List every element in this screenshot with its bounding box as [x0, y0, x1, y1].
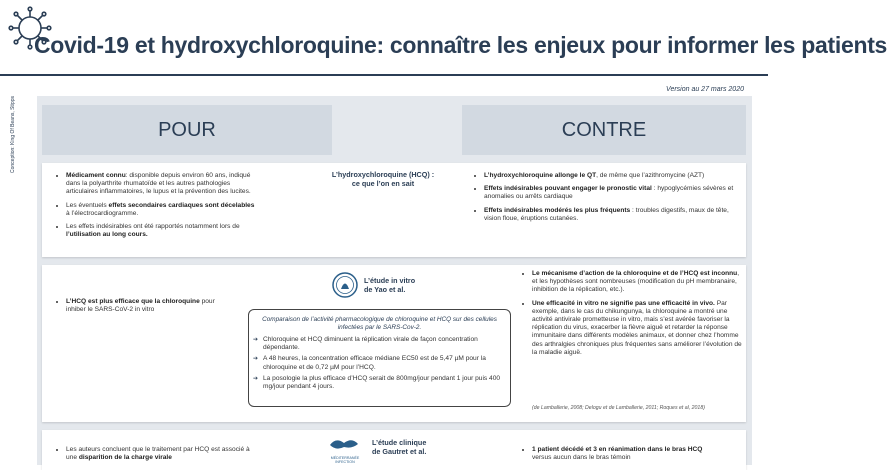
middle-title-line: L’hydroxychloroquine (HCQ) : [331, 170, 435, 179]
study-title-line: de Yao et al. [364, 285, 406, 294]
university-seal-icon [332, 272, 358, 298]
comparison-box [248, 309, 511, 407]
header-divider [0, 74, 768, 76]
list-item: • Une efficacité in vitro ne signifie pas une efficacité in vivo. Par exemple, dans le cas du chikungunya, la chloroquine a montré une activité antivirale prometteuse in vitro, mais s’est avérée favoriser la réplication du virus, exacerber la fièvre aiguë et retarder la réponse immunitaire dans différents modèles animaux, et donner chez l’homme des arthralgies chroniques plus fréquentes sans améliorer l’évolution de la maladie aiguë. [532, 300, 742, 357]
card3-contre-list [522, 446, 742, 467]
card1-middle-title [318, 170, 448, 188]
study-title-line: L’étude in vitro [364, 276, 416, 285]
list-item: ➔ La posologie la plus efficace d’HCQ serait de 800mg/jour pendant 1 jour puis 400 mg/jour pendant 4 jours. [263, 375, 510, 391]
credit-text: Conception: King Of Beans, Stipps [10, 96, 16, 173]
list-item: • Effets indésirables pouvant engager le pronostic vital : hypoglycémies sévères et anomalies ou arrêts cardiaque [484, 185, 740, 201]
list-item: • L’HCQ est plus efficace que la chloroquine pour inhiber le SARS-CoV-2 in vitro [66, 298, 236, 314]
list-item: • Les auteurs concluent que le traitement par HCQ est associé à une disparition de la charge virale [66, 446, 256, 462]
card3-pour-list [56, 446, 256, 467]
list-item: ➔ A 48 heures, la concentration efficace médiane EC50 est de 5,47 µM pour la chloroquine et de 0,72 µM pour l’HCQ. [263, 355, 510, 371]
logo-text: MÉDITERRANÉE INFECTION [330, 456, 360, 464]
list-item: • 1 patient décédé et 3 en réanimation dans le bras HCQ versus aucun dans le bras témoin [532, 446, 742, 462]
card3-study-title [372, 438, 462, 456]
list-item: ➔ Chloroquine et HCQ diminuent la réplication virale de façon concentration dépendante. [263, 336, 510, 352]
card1-contre-list [474, 172, 740, 228]
pour-heading: POUR [42, 105, 332, 155]
list-item: • Les éventuels effets secondaires cardiaques sont décelables à l’électrocardiogramme. [66, 202, 256, 218]
card2-pour-list [56, 298, 236, 319]
list-item: • Les effets indésirables ont été rapportés notamment lors de l’utilisation au long cours. [66, 223, 256, 239]
card2-study-title [364, 276, 454, 294]
comparison-box-title: Comparaison de l’activité pharmacologique de chloroquine et HCQ sur des cellules infectées par le SARS-Cov-2. [262, 316, 497, 331]
card2-contre-list [522, 270, 742, 362]
contre-heading: CONTRE [462, 105, 746, 155]
study-title-line: de Gautret et al. [372, 447, 427, 456]
page-title: Covid-19 et hydroxychloroquine: connaître les enjeux pour informer les patients [34, 32, 887, 58]
study-title-line: L’étude clinique [372, 438, 427, 447]
middle-title-line: ce que l’on en sait [351, 179, 415, 188]
references: (de Lamballerie, 2008; Delogu et de Lamballerie, 2011; Roques et al, 2018) [532, 405, 705, 411]
list-item: • Le mécanisme d’action de la chloroquine et de l’HCQ est inconnu, et les hypothèses sont nombreuses (modification du pH membranaire, inhibition de la réplication, etc.). [532, 270, 742, 295]
list-item: • Effets indésirables modérés les plus fréquents : troubles digestifs, maux de tête, vision floue, éruptions cutanées. [484, 207, 740, 223]
card1-pour-list [56, 172, 256, 244]
version-date: Version au 27 mars 2020 [666, 86, 744, 93]
list-item: • Médicament connu: disponible depuis environ 60 ans, indiqué dans la polyarthrite rhumatoïde et les autres pathologies articulaires inflammatoires, le lupus et la prévention des lucites. [66, 172, 256, 197]
list-item: • L’hydroxychloroquine allonge le QT, de même que l’azithromycine (AZT) [484, 172, 740, 180]
